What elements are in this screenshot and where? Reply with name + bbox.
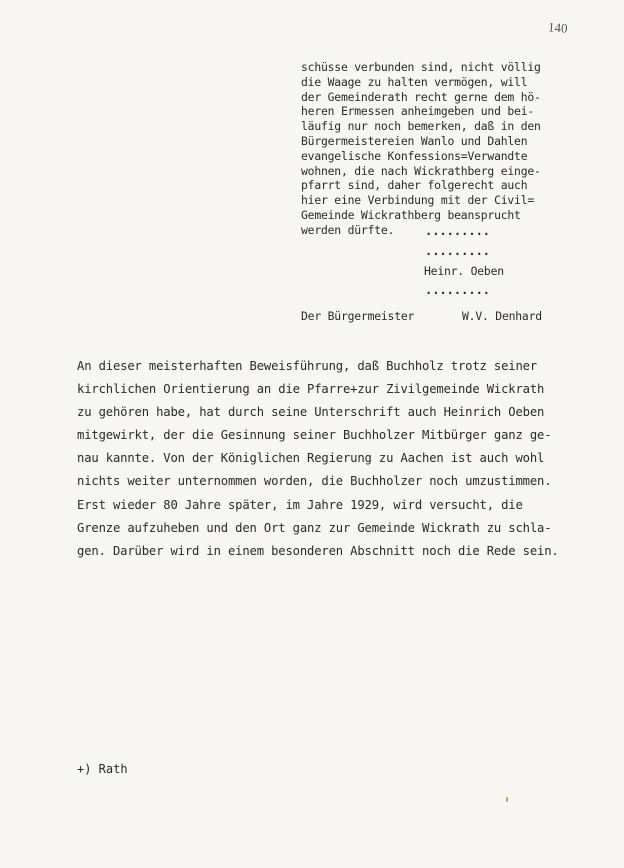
signature-dots-3: ......... <box>425 283 491 297</box>
quote-line: pfarrt sind, daher folgerecht auch <box>301 178 528 193</box>
body-text <box>77 355 607 563</box>
body-line: An dieser meisterhaften Beweisführung, daß Buchholz trotz seiner <box>77 359 537 373</box>
body-line: Erst wieder 80 Jahre später, im Jahre 1929, wird versucht, die <box>77 497 523 512</box>
quote-line: hier eine Verbindung mit der Civil= <box>301 193 535 208</box>
signature-name: Heinr. Oeben <box>424 264 504 278</box>
quote-line: Bürgermeistereien Wanlo und Dahlen <box>301 133 528 148</box>
quote-block <box>301 60 601 238</box>
mayor-name: W.V. Denhard <box>462 309 542 323</box>
quote-line: evangelische Konfessions=Verwandte <box>301 148 528 163</box>
quote-line: wohnen, die nach Wickrathberg einge- <box>301 163 541 178</box>
signature-dots-1: ......... <box>425 224 491 238</box>
body-line: kirchlichen Orientierung an die Pfarre+zur Zivilgemeinde Wickrath <box>77 382 545 397</box>
footnote: +) Rath <box>77 762 128 776</box>
quote-line: die Waage zu halten vermögen, will <box>301 74 528 89</box>
body-line: nichts weiter unternommen worden, die Buchholzer noch umzustimmen. <box>77 474 552 489</box>
signature-title: Der Bürgermeister <box>301 309 415 323</box>
quote-line: läufig nur noch bemerken, daß in den <box>301 119 541 134</box>
quote-line: heren Ermessen anheimgeben und bei- <box>301 104 535 119</box>
quote-line: der Gemeinderath recht gerne dem hö- <box>301 89 541 104</box>
body-line: zu gehören habe, hat durch seine Unterschrift auch Heinrich Oeben <box>77 405 545 420</box>
body-line: gen. Darüber wird in einem besonderen Abschnitt noch die Rede sein. <box>77 543 559 558</box>
quote-line: schüsse verbunden sind, nicht völlig <box>301 60 541 74</box>
body-line: nau kannte. Von der Königlichen Regierung zu Aachen ist auch wohl <box>77 451 545 466</box>
signature-dots-2: ......... <box>425 244 491 258</box>
body-line: mitgewirkt, der die Gesinnung seiner Buchholzer Mitbürger ganz ge- <box>77 428 552 443</box>
body-line: Grenze aufzuheben und den Ort ganz zur Gemeinde Wickrath zu schla- <box>77 520 552 535</box>
page-number: 140 <box>547 19 569 36</box>
quote-line: werden dürfte. <box>301 222 395 237</box>
ink-speck <box>506 797 508 802</box>
quote-line: Gemeinde Wickrathberg beansprucht <box>301 207 521 222</box>
